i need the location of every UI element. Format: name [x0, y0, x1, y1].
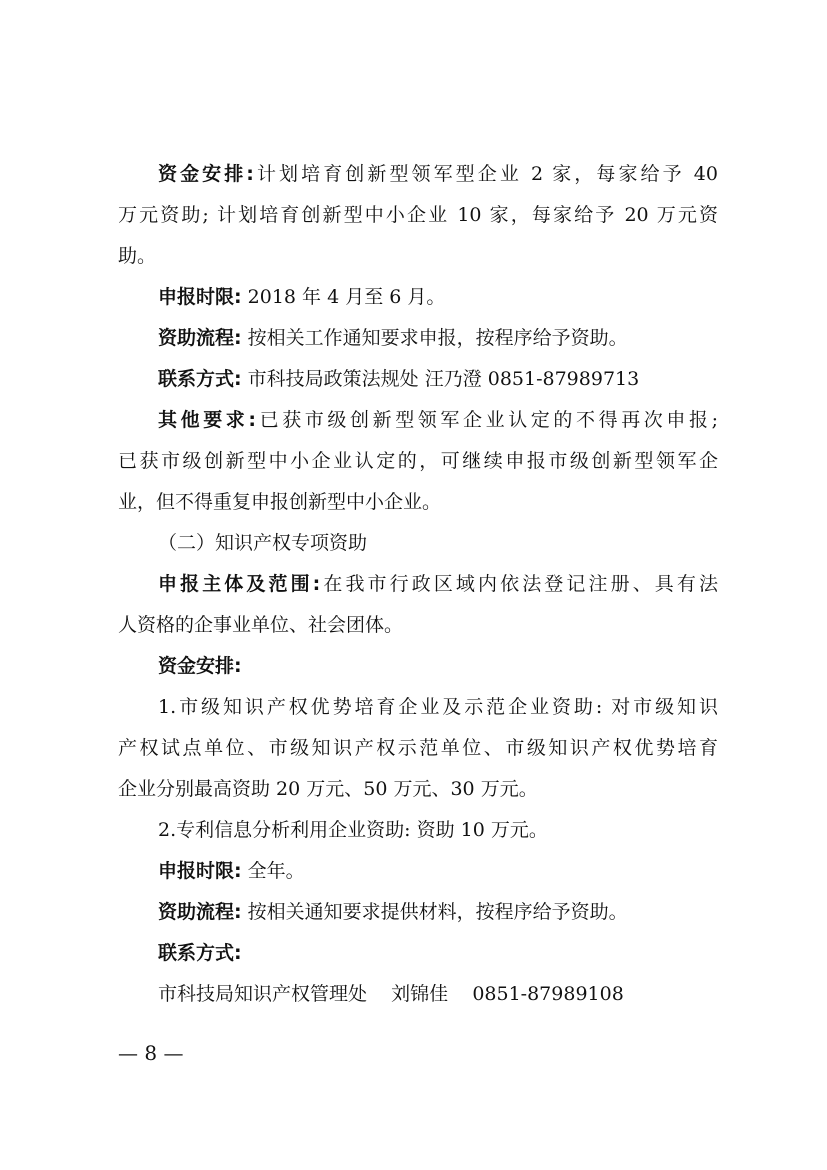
ip-funding-process-label: 资助流程: [158, 901, 242, 923]
application-period-text: 2018 年 4 月至 6 月。 [247, 286, 446, 308]
ip-contact-detail-line: 市科技局知识产权管理处 刘锦佳 0851-87989108 [158, 983, 624, 1005]
contact-line [158, 360, 718, 398]
application-period-label: 申报时限: [158, 286, 242, 308]
ip-funding-process-line [158, 893, 718, 931]
ip-funding-arrangement-label: 资金安排: [158, 655, 242, 677]
other-requirements-line-3: 业，但不得重复申报创新型中小企业。 [118, 491, 442, 513]
ip-contact-label: 联系方式: [158, 942, 242, 964]
funding-arrangement-line-2: 万元资助; 计划培育创新型中小企业 10 家，每家给予 20 万元资 [118, 204, 718, 226]
other-requirements-line-2: 已获市级创新型中小企业认定的，可继续申报市级创新型领军企 [118, 450, 718, 472]
ip-item2-line: 2.专利信息分析利用企业资助: 资助 10 万元。 [158, 819, 548, 841]
funding-process-line [158, 319, 718, 357]
ip-item1-line-2: 产权试点单位、市级知识产权示范单位、市级知识产权优势培育 [118, 737, 718, 759]
ip-funding-arrangement-line [158, 647, 718, 685]
applicant-scope-label: 申报主体及范围: [158, 573, 321, 595]
ip-contact-line [158, 934, 718, 972]
contact-text: 市科技局政策法规处 汪乃澄 0851-87989713 [247, 368, 640, 390]
applicant-scope-line-2: 人资格的企事业单位、社会团体。 [118, 614, 404, 636]
ip-item1-line-1: 1.市级知识产权优势培育企业及示范企业资助: 对市级知识 [158, 696, 718, 718]
funding-arrangement-text-1: 计划培育创新型领军型企业 2 家，每家给予 40 [253, 163, 718, 185]
funding-arrangement-line-1 [158, 155, 718, 193]
funding-process-label: 资助流程: [158, 327, 242, 349]
contact-label: 联系方式: [158, 368, 242, 390]
ip-application-period-text: 全年。 [247, 860, 305, 882]
other-requirements-line-1 [158, 401, 718, 439]
applicant-scope-line-1 [158, 565, 718, 603]
application-period-line [158, 278, 718, 316]
ip-item1-line-3: 企业分别最高资助 20 万元、50 万元、30 万元。 [118, 778, 538, 800]
funding-arrangement-label: 资金安排: [158, 163, 254, 185]
funding-arrangement-line-3: 助。 [118, 245, 157, 267]
other-requirements-label: 其他要求: [158, 409, 256, 431]
applicant-scope-text-1: 在我市行政区域内依法登记注册、具有法 [320, 573, 718, 595]
page-number: — 8 — [118, 1041, 184, 1065]
ip-application-period-label: 申报时限: [158, 860, 242, 882]
other-requirements-text-1: 已获市级创新型领军企业认定的不得再次申报; [256, 409, 718, 431]
ip-application-period-line [158, 852, 718, 890]
funding-process-text: 按相关工作通知要求申报，按程序给予资助。 [247, 327, 628, 349]
section-heading-ip: （二）知识产权专项资助 [158, 532, 368, 554]
ip-funding-process-text: 按相关通知要求提供材料，按程序给予资助。 [247, 901, 628, 923]
